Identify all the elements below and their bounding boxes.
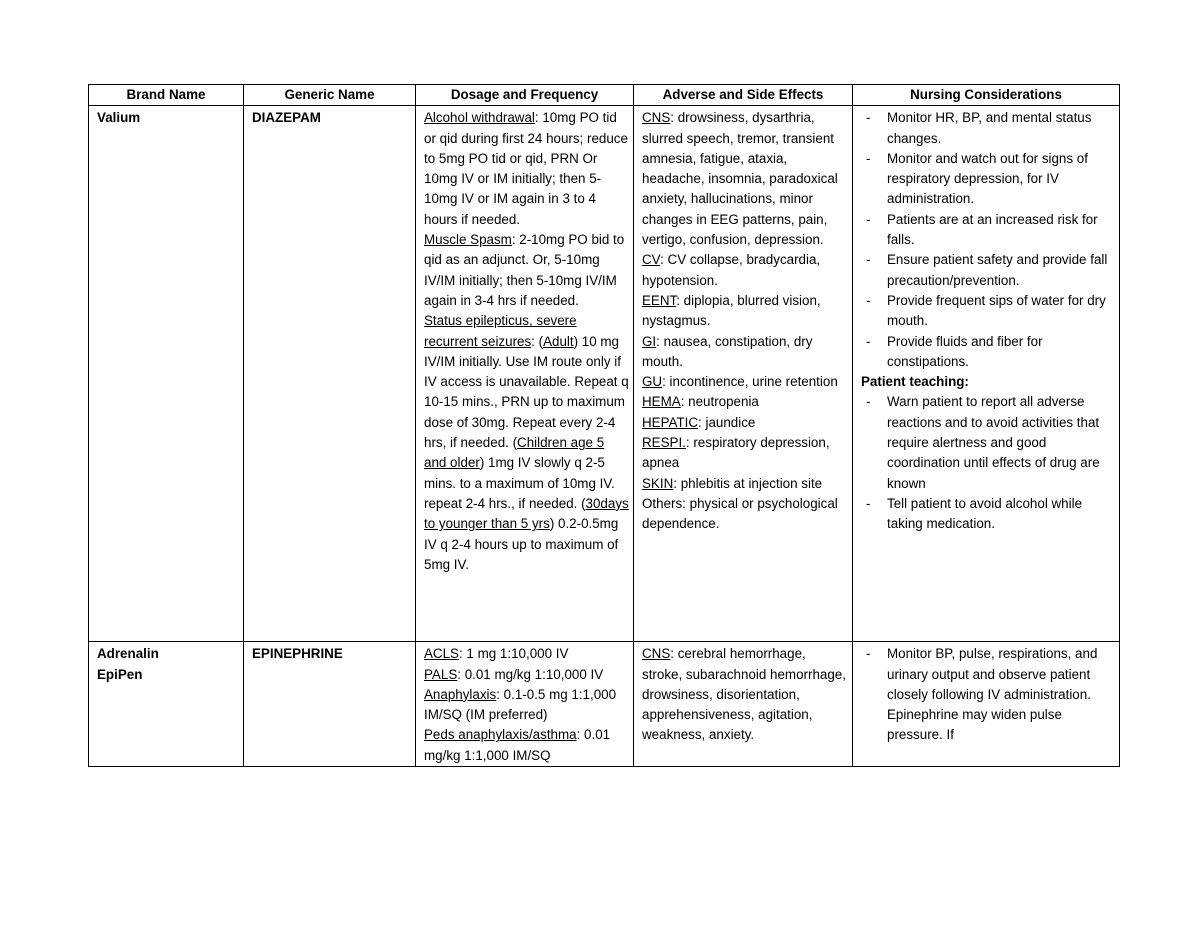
dosage-text: : 1 mg 1:10,000 IV <box>458 646 569 662</box>
drug-table <box>88 84 1120 767</box>
header-nursing: Nursing Considerations <box>853 85 1120 106</box>
dosage-entry <box>424 685 629 726</box>
dosage-entry <box>424 665 629 685</box>
adverse-label: CV <box>642 252 661 268</box>
nursing-list <box>861 108 1115 372</box>
adverse-cell <box>634 106 853 642</box>
adverse-label: GU <box>642 374 663 390</box>
adverse-entry <box>642 108 848 250</box>
dosage-status <box>424 313 629 572</box>
dosage-label: Status epilepticus, severe recurrent seizures <box>424 313 577 349</box>
dosage-label: PALS <box>424 666 458 682</box>
header-row <box>89 85 1120 106</box>
adverse-label: HEPATIC <box>642 414 699 430</box>
dosage-text: : 10mg PO tid or qid during first 24 hours; reduce to 5mg PO tid or qid, PRN Or 10mg IV or IM initially; then 5-10mg IV or IM again in 3 to 4 hours if needed. <box>424 110 628 227</box>
brand-name: Adrenalin <box>97 646 159 662</box>
adverse-label: GI <box>642 333 657 349</box>
adverse-label: SKIN <box>642 475 674 491</box>
dosage-text: : ( <box>531 333 544 349</box>
adverse-text: : phlebitis at injection site <box>673 475 823 491</box>
adverse-label: HEMA <box>642 394 681 410</box>
nursing-list <box>861 644 1115 745</box>
dosage-label: Muscle Spasm <box>424 232 512 248</box>
adverse-label: RESPI. <box>642 435 686 451</box>
dosage-text: ) 0.2-0.5mg IV q 2-4 hours up to maximum of 5mg IV. <box>424 516 619 572</box>
dosage-text: : 2-10mg PO bid to qid as an adjunct. Or, 5-10mg IV/IM initially; then 5-10mg IV/IM again in 3-4 hrs if needed. <box>424 232 625 308</box>
adverse-entry <box>642 494 848 535</box>
teaching-list <box>861 392 1115 534</box>
brand-cell <box>89 106 244 642</box>
header-brand-name: Brand Name <box>89 85 244 106</box>
list-item: - Provide frequent sips of water for dry mouth. <box>861 291 1115 332</box>
dosage-text: : 0.1-0.5 mg 1:1,000 IM/SQ (IM preferred) <box>424 686 617 723</box>
dosage-text: : 0.01 mg/kg 1:10,000 IV <box>457 666 604 682</box>
adverse-entry <box>642 474 848 494</box>
dosage-entry <box>424 725 629 766</box>
dosage-label: Adult <box>543 333 574 349</box>
generic-name: EPINEPHRINE <box>252 646 343 662</box>
adverse-label: CNS <box>642 646 671 662</box>
brand-name: Valium <box>97 110 141 126</box>
brand-name: EpiPen <box>97 666 143 682</box>
dosage-label: Alcohol withdrawal <box>424 110 535 126</box>
dosage-label: 30days to younger than 5 yrs <box>424 495 629 532</box>
adverse-text: Others: physical or psychological dependence. <box>642 495 838 532</box>
dosage-label: ACLS <box>424 646 459 662</box>
adverse-text: : incontinence, urine retention <box>662 374 838 390</box>
dosage-text: ) 10 mg IV/IM initially. Use IM route only if IV access is unavailable. Repeat q 10-15 mins., PRN up to maximum dose of 30mg. Repeat every 2-4 hrs, if needed. ( <box>424 333 629 451</box>
table-row-diazepam <box>89 106 1120 642</box>
list-item: - Provide fluids and fiber for constipations. <box>861 332 1115 373</box>
dosage-text: ) 1mg IV slowly q 2-5 mins. to a maximum of 10mg IV. repeat 2-4 hrs., if needed. ( <box>424 455 615 511</box>
adverse-text: : jaundice <box>698 414 756 430</box>
adverse-text: : neutropenia <box>680 394 759 410</box>
list-item: - Monitor and watch out for signs of respiratory depression, for IV administration. <box>861 149 1115 210</box>
adverse-cell <box>634 642 853 767</box>
adverse-entry <box>642 413 848 433</box>
header-adverse-effects: Adverse and Side Effects <box>634 85 853 106</box>
dosage-text: : 0.01 mg/kg 1:1,000 IM/SQ <box>424 727 611 763</box>
dosage-label: Children age 5 and older <box>424 435 605 471</box>
list-item: - Patients are at an increased risk for falls. <box>861 210 1115 251</box>
dosage-cell <box>416 106 634 642</box>
brand-cell <box>89 642 244 767</box>
list-item: - Monitor BP, pulse, respirations, and urinary output and observe patient closely following IV administration. Epinephrine may widen pulse pressure. If <box>861 644 1115 745</box>
generic-cell <box>244 106 416 642</box>
generic-cell <box>244 642 416 767</box>
adverse-entry <box>642 433 848 474</box>
table-row-epinephrine <box>89 642 1120 767</box>
adverse-label: CNS <box>642 110 671 126</box>
adverse-text: : nausea, constipation, dry mouth. <box>642 333 813 369</box>
dosage-spasm <box>424 232 624 308</box>
list-item: - Monitor HR, BP, and mental status changes. <box>861 108 1115 149</box>
dosage-label: Peds anaphylaxis/asthma <box>424 727 577 743</box>
nursing-cell <box>853 106 1120 642</box>
list-item: - Tell patient to avoid alcohol while taking medication. <box>861 494 1115 535</box>
adverse-text: : cerebral hemorrhage, stroke, subarachnoid hemorrhage, drowsiness, disorientation, apprehensiveness, agitation, weakness, anxiety. <box>642 646 846 743</box>
adverse-entry <box>642 644 848 745</box>
dosage-alcohol <box>424 110 628 226</box>
adverse-text: : diplopia, blurred vision, nystagmus. <box>642 292 821 329</box>
list-item: - Warn patient to report all adverse reactions and to avoid activities that require alertness and good coordination until effects of drug are known <box>861 392 1115 493</box>
generic-name: DIAZEPAM <box>252 110 321 126</box>
adverse-label: EENT <box>642 292 677 308</box>
adverse-text: : CV collapse, bradycardia, hypotension. <box>642 252 821 288</box>
adverse-entry <box>642 392 848 412</box>
adverse-text: : respiratory depression, apnea <box>642 435 830 471</box>
adverse-entry <box>642 291 848 332</box>
dosage-label: Anaphylaxis <box>424 686 497 702</box>
adverse-entry <box>642 332 848 373</box>
adverse-text: : drowsiness, dysarthria, slurred speech, tremor, transient amnesia, fatigue, ataxia, headache, insomnia, paradoxical anxiety, hallucinations, minor changes in EEG patterns, pain, vertigo, confusion, depression. <box>642 110 838 248</box>
list-item: - Ensure patient safety and provide fall precaution/prevention. <box>861 250 1115 291</box>
adverse-entry <box>642 372 848 392</box>
dosage-cell <box>416 642 634 767</box>
nursing-cell <box>853 642 1120 767</box>
adverse-entry <box>642 250 848 291</box>
header-generic-name: Generic Name <box>244 85 416 106</box>
dosage-entry <box>424 644 629 664</box>
header-dosage: Dosage and Frequency <box>416 85 634 106</box>
patient-teaching-heading: Patient teaching: <box>861 374 969 390</box>
